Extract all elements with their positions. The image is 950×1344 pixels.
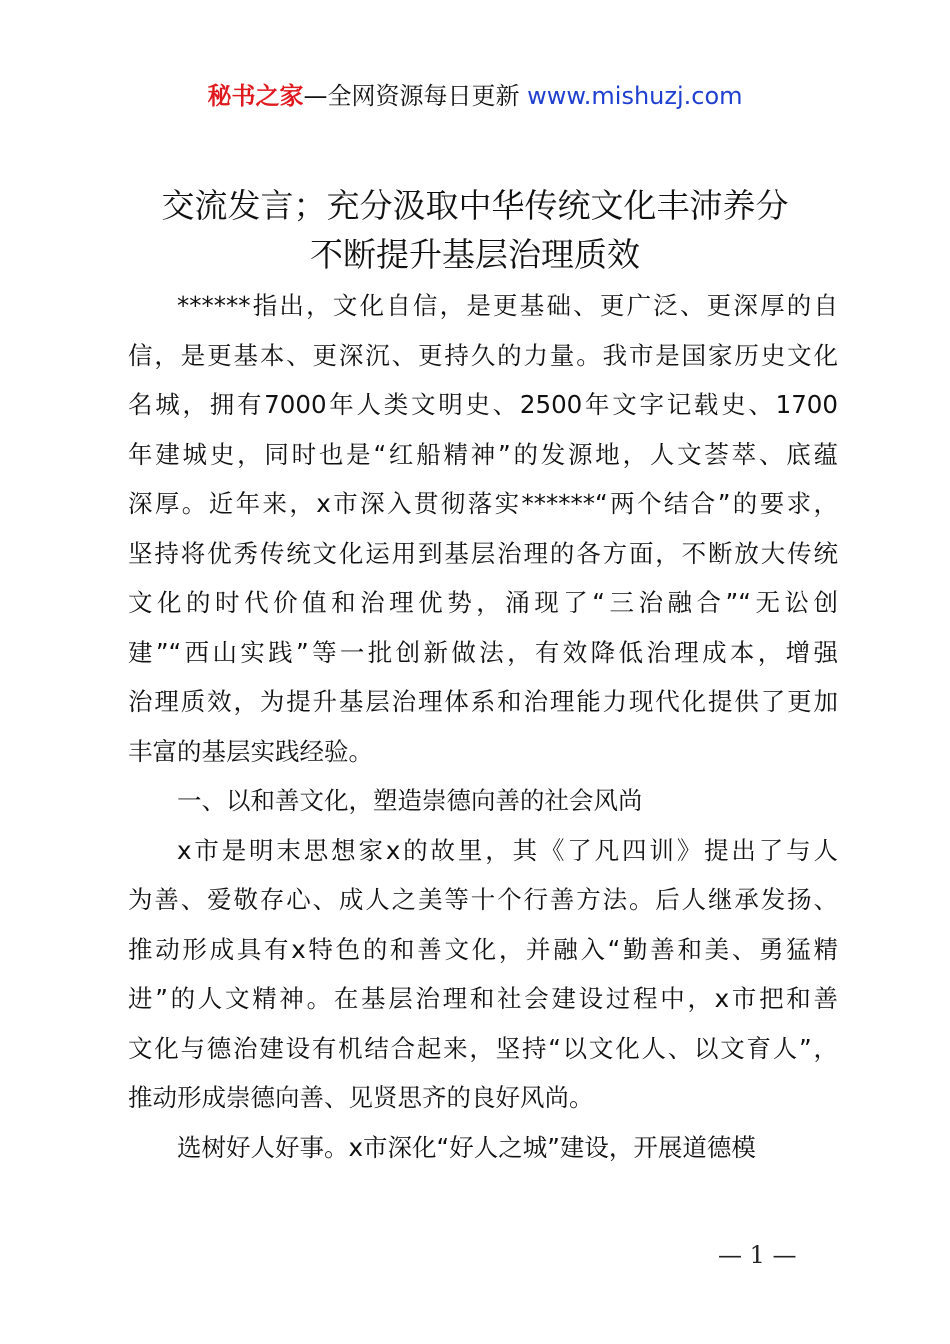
paragraph-line: 名城，拥有7000年人类文明史、2500年文字记载史、1700 — [128, 390, 838, 419]
site-url-link[interactable]: www.mishuzj.com — [527, 82, 743, 110]
paragraph-line: 坚持将优秀传统文化运用到基层治理的各方面，不断放大传统 — [128, 538, 838, 568]
paragraph-line: 丰富的基层实践经验。 — [128, 736, 373, 766]
paragraph-line: 文化与德治建设有机结合起来，坚持“以文化人、以文育人”， — [128, 1033, 838, 1063]
paragraph-line: 推动形成具有x特色的和善文化，并融入“勤善和美、勇猛精 — [128, 934, 838, 964]
paragraph-line: 建”“西山实践”等一批创新做法，有效降低治理成本，增强 — [128, 637, 838, 667]
paragraph-line: 年建城史，同时也是“红船精神”的发源地，人文荟萃、底蕴 — [128, 439, 838, 469]
paragraph-line: 信，是更基本、更深沉、更持久的力量。我市是国家历史文化 — [128, 340, 838, 370]
page-number: — 1 — — [718, 1241, 797, 1269]
paragraph-line: 为善、爱敬存心、成人之美等十个行善方法。后人继承发扬、 — [128, 885, 838, 914]
document-body — [128, 281, 838, 1172]
paragraph-line: 推动形成崇德向善、见贤思齐的良好风尚。 — [128, 1083, 594, 1112]
paragraph-line: ******指出，文化自信，是更基础、更广泛、更深厚的自 — [177, 291, 838, 320]
paragraph-line: 治理质效，为提升基层治理体系和治理能力现代化提供了更加 — [128, 687, 838, 716]
document-title-line-2: 不断提升基层治理质效 — [310, 235, 640, 274]
paragraph-3 — [128, 1123, 838, 1173]
site-brand: 秘书之家 — [207, 82, 304, 110]
paragraph-line: 文化的时代价值和治理优势，涌现了“三治融合”“无讼创 — [128, 588, 838, 617]
document-title-line-1: 交流发言；充分汲取中华传统文化丰沛养分 — [161, 186, 789, 225]
paragraph-line: 进”的人文精神。在基层治理和社会建设过程中，x市把和善 — [128, 984, 838, 1013]
paragraph-line: x市是明末思想家x的故里，其《了凡四训》提出了与人 — [177, 835, 838, 865]
paragraph-line: 选树好人好事。x市深化“好人之城”建设，开展道德模 — [177, 1132, 756, 1162]
paragraph-1 — [128, 281, 838, 776]
site-header — [0, 80, 950, 112]
site-tagline: —全网资源每日更新 — [303, 82, 520, 110]
section-heading: 一、以和善文化，塑造崇德向善的社会风尚 — [177, 786, 643, 815]
paragraph-2 — [128, 826, 838, 1123]
paragraph-line: 深厚。近年来，x市深入贯彻落实******“两个结合”的要求， — [128, 489, 838, 518]
